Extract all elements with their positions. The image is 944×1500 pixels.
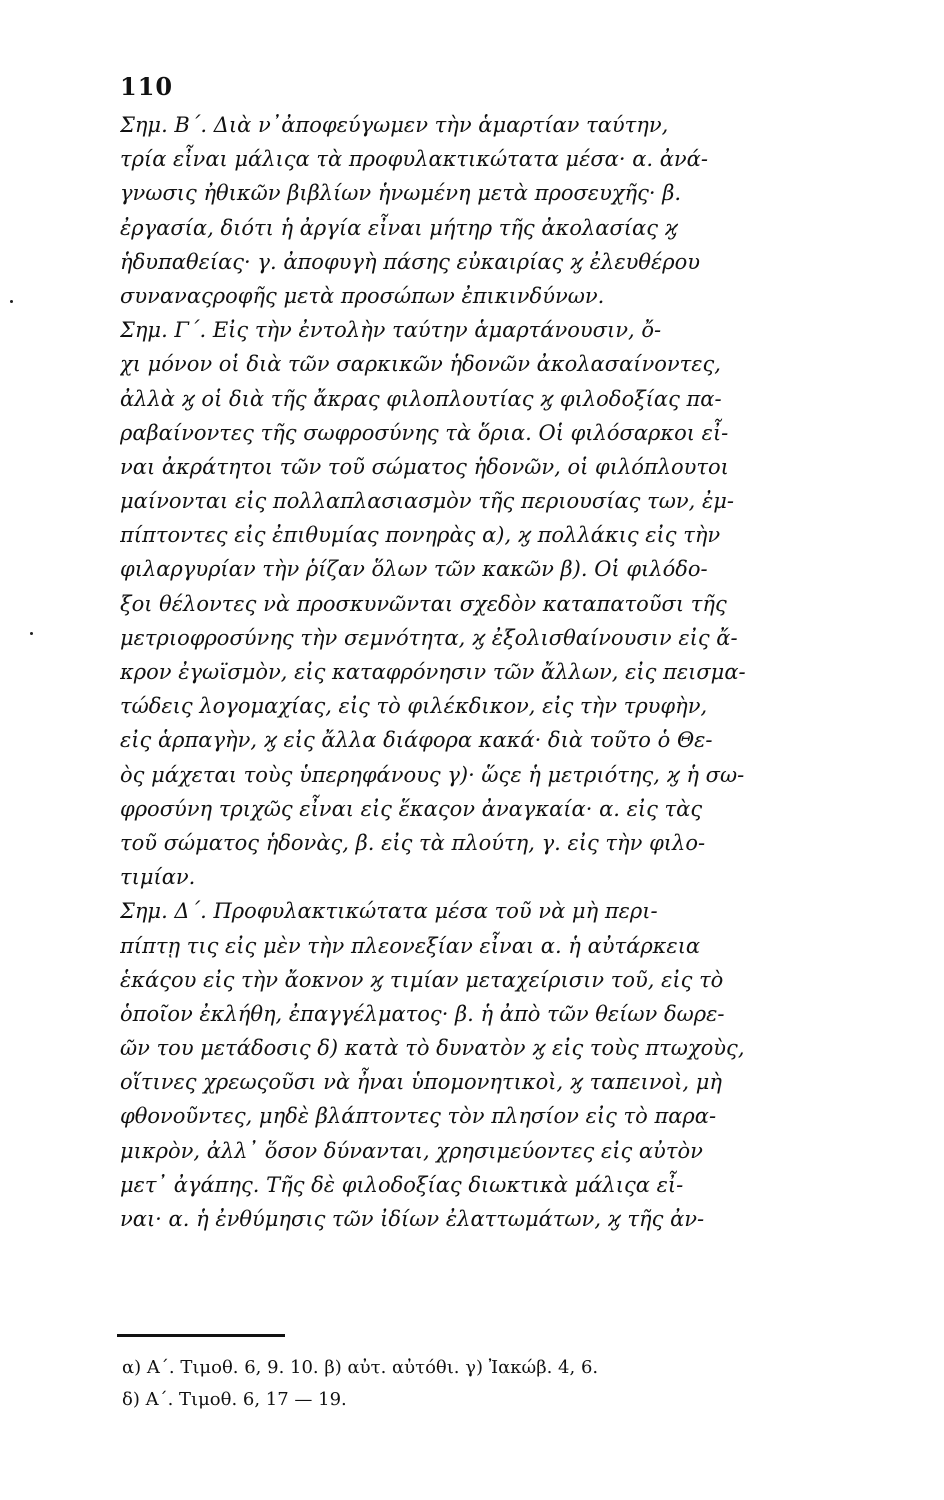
text-line: τιμίαν. xyxy=(120,865,196,890)
text-line: χι μόνον οἱ διὰ τῶν σαρκικῶν ἡδονῶν ἀκολασαίνοντες, xyxy=(120,352,721,377)
text-line: συναναςροφῆς μετὰ προσώπων ἐπικινδύνων. xyxy=(120,283,605,308)
footnote-rule xyxy=(117,1334,285,1337)
text-line: φροσύνη τριχῶς εἶναι εἰς ἕκαςον ἀναγκαία· α. εἰς τὰς xyxy=(120,796,703,821)
text-line: ναι· α. ἡ ἐνθύμησις τῶν ἰδίων ἐλαττωμάτων, ϗ τῆς ἀν- xyxy=(120,1207,705,1231)
text-line: ξοι θέλοντες νὰ προσκυνῶνται σχεδὸν καταπατοῦσι τῆς xyxy=(120,591,727,616)
text-line: τρία εἶναι μάλιςα τὰ προφυλακτικώτατα μέσα· α. ἀνά- xyxy=(120,147,708,172)
text-line: Σημ. Δ΄. Προφυλακτικώτατα μέσα τοῦ νὰ μὴ περι- xyxy=(120,899,658,924)
text-line: Σημ. Γ΄. Εἰς τὴν ἐντολὴν ταύτην ἁμαρτάνουσιν, ὄ- xyxy=(120,318,662,343)
text-line: κρον ἐγωϊσμὸν, εἰς καταφρόνησιν τῶν ἄλλων, εἰς πεισμα- xyxy=(120,660,746,684)
text-line: οἵτινες χρεωςοῦσι νὰ ἦναι ὑπομονητικοὶ, ϗ ταπεινοὶ, μὴ xyxy=(120,1070,722,1095)
text-line: ἡδυπαθείας· γ. ἀποφυγὴ πάσης εὐκαιρίας ϗ ἐλευθέρου xyxy=(120,249,701,274)
text-line: τοῦ σώματος ἡδονὰς, β. εἰς τὰ πλούτη, γ. εἰς τὴν φιλο- xyxy=(120,830,706,855)
text-line: ῶν του μετάδοσις δ) κατὰ τὸ δυνατὸν ϗ εἰς τοὺς πτωχοὺς, xyxy=(120,1036,745,1061)
text-line: μαίνονται εἰς πολλαπλασιασμὸν τῆς περιουσίας των, ἐμ- xyxy=(120,489,734,514)
text-line: εἰς ἁρπαγὴν, ϗ εἰς ἄλλα διάφορα κακά· διὰ τοῦτο ὁ Θε- xyxy=(120,728,713,753)
text-line: ὁποῖον ἐκλήθη, ἐπαγγέλματος· β. ἡ ἀπὸ τῶν θείων δωρε- xyxy=(120,1001,725,1026)
text-line: ἐργασία, διότι ἡ ἀργία εἶναι μήτηρ τῆς ἀκολασίας ϗ xyxy=(120,215,678,240)
print-speck xyxy=(30,632,33,635)
footnotes xyxy=(122,1352,912,1416)
text-line: μετριοφροσύνης τὴν σεμνότητα, ϗ ἐξολισθαίνουσιν εἰς ἄ- xyxy=(120,625,738,650)
text-line: ὸς μάχεται τοὺς ὑπερηφάνους γ)· ὥςε ἡ μετριότης, ϗ ἡ σω- xyxy=(120,762,745,787)
text-line: φθονοῦντες, μηδὲ βλάπτοντες τὸν πλησίον εἰς τὸ παρα- xyxy=(120,1104,717,1129)
footnote-line: α) Α΄. Τιμοθ. 6, 9. 10. β) αὐτ. αὐτόθι. γ) Ἰακώβ. 4, 6. xyxy=(122,1357,599,1378)
print-speck xyxy=(10,300,13,303)
text-line: πίπτοντες εἰς ἐπιθυμίας πονηρὰς α), ϗ πολλάκις εἰς τὴν xyxy=(120,523,721,548)
text-line: ἀλλὰ ϗ οἱ διὰ τῆς ἄκρας φιλοπλουτίας ϗ φιλοδοξίας πα- xyxy=(120,386,722,411)
text-line: ἑκάςου εἰς τὴν ἄοκνον ϗ τιμίαν μεταχείρισιν τοῦ, εἰς τὸ xyxy=(120,967,724,992)
text-line: μικρὸν, ἀλλ᾽ ὅσον δύνανται, χρησιμεύοντες εἰς αὐτὸν xyxy=(120,1138,703,1163)
text-line: φιλαργυρίαν τὴν ῥίζαν ὅλων τῶν κακῶν β). Οἱ φιλόδο- xyxy=(120,557,708,582)
body-text xyxy=(120,108,910,1236)
page-number: 110 xyxy=(120,72,174,101)
text-line: ραβαίνοντες τῆς σωφροσύνης τὰ ὅρια. Οἱ φιλόσαρκοι εἶ- xyxy=(120,420,729,445)
text-line: μετ᾽ ἀγάπης. Τῆς δὲ φιλοδοξίας διωκτικὰ μάλιςα εἶ- xyxy=(120,1172,684,1197)
text-line: γνωσις ἠθικῶν βιβλίων ἡνωμένη μετὰ προσευχῆς· β. xyxy=(120,181,682,206)
text-line: τώδεις λογομαχίας, εἰς τὸ φιλέκδικον, εἰς τὴν τρυφὴν, xyxy=(120,694,708,719)
footnote-line: δ) Α΄. Τιμοθ. 6, 17 — 19. xyxy=(122,1389,347,1410)
text-line: ναι ἀκράτητοι τῶν τοῦ σώματος ἡδονῶν, οἱ φιλόπλουτοι xyxy=(120,454,729,479)
text-line: Σημ. Β΄. Διὰ ν᾽ἀποφεύγωμεν τὴν ἁμαρτίαν ταύτην, xyxy=(120,113,669,137)
text-line: πίπτῃ τις εἰς μὲν τὴν πλεονεξίαν εἶναι α. ἡ αὐτάρκεια xyxy=(120,933,701,958)
